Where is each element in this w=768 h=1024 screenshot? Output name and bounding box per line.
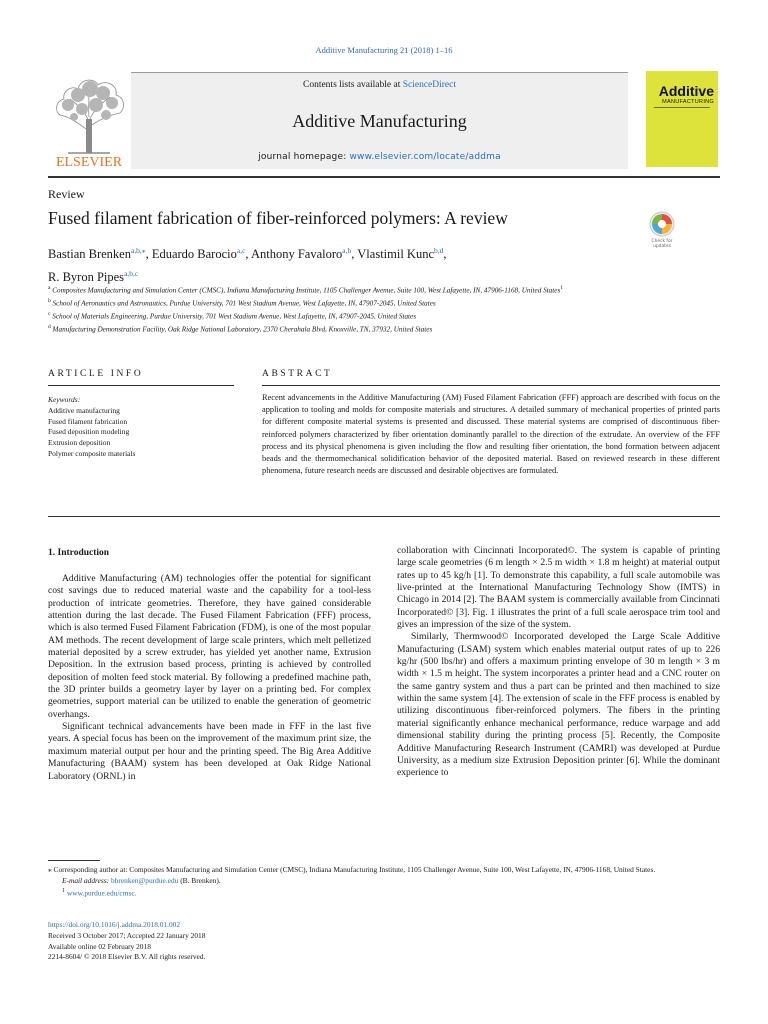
article-info-rule — [48, 385, 234, 386]
affiliation-item — [48, 296, 648, 309]
email-note — [48, 876, 720, 887]
affiliation-text: School of Aeronautics and Astronautics, Purdue University, 701 West Stadium Avenue, West Lafayette, IN, 47907-2045, United States — [52, 299, 436, 308]
author-name: Vlastimil Kunc — [357, 247, 435, 262]
journal-header — [48, 71, 720, 171]
author-affiliation-marks[interactable]: a,b — [342, 246, 352, 255]
keyword-item: Fused deposition modeling — [48, 427, 130, 437]
affiliation-text: Composites Manufacturing and Simulation Center (CMSC), Indiana Manufacturing Institute, 1105 Challenger Avenue, Suite 100, West Lafayette, IN, 47906-1168, United States — [52, 286, 561, 295]
author-list — [48, 241, 628, 287]
body-paragraph: Similarly, Thermwood© Incorporated developed the Large Scale Additive Manufacturing (LSAM) system which enables material output rates of up to 226 kg/hr (500 lbs/hr) and offers a maximum printing envelope of 30 m length × 3 m width × 1.5 m height. The system incorporates a printer head and a CNC router on the same gantry system and thus a part can be printed and then machined to size within the same system [4]. The extension of scale in the FFF process is enabled by utilizing discontinuous fiber-reinforced polymers. The fibers in the printing material significantly enhance mechanical performance, reduce warpage and add dimensional stability during the printing process [5]. Recently, the Composite Additive Manufacturing Research Instrument (CAMRI) was developed at Purdue University, as a medium size Extrusion Deposition printer [6]. While the dominant experience to — [397, 631, 720, 779]
elsevier-tree-icon — [48, 71, 130, 169]
online-date: Available online 02 February 2018 — [48, 941, 151, 951]
author[interactable] — [152, 247, 251, 261]
author[interactable] — [251, 247, 357, 261]
homepage-link[interactable]: www.elsevier.com/locate/addma — [349, 152, 501, 162]
contents-label: Contents lists available at — [302, 80, 403, 90]
author[interactable] — [357, 247, 446, 261]
publication-info — [48, 920, 448, 963]
elsevier-logo — [48, 71, 130, 169]
body-column-left — [48, 573, 371, 783]
body-paragraph: Additive Manufacturing (AM) technologies offer the potential for significant cost savings due to reduced material waste and the capability for a tool-less production of intricate geometries. Therefore, they have gained considerable attention during the last decade. The Fused Filament Fabrication (FFF) process, which is also termed Fused Filament Fabrication (FDM), is one of the most popular AM methods. The recent development of large scale printers, which melt pelletized material deposited by a screw extruder, has yielded yet another name, Extrusion Deposition. In the extrusion based process, printing is achieved by controlled deposition of molten feed stock material. By following a predefined machine path, the 3D printer builds a geometry layer by layer on a printing bed. For complex geometries, support material can be utilized to enable the generation of geometric overhangs. — [48, 573, 371, 720]
keyword-item: Fused filament fabrication — [48, 416, 128, 426]
footnotes — [48, 865, 720, 899]
journal-cover[interactable] — [646, 71, 718, 167]
abstract-text: Recent advancements in the Additive Manufacturing (AM) Fused Filament Fabrication (FFF) approach are described with focus on the application to tooling and molds for composite materials and structures. A detailed summary of mechanical properties of printed parts for different composite material systems is presented and discussed. These material systems are comprised of discontinuous fiber-reinforced polymers characterized by fiber orientation dominantly parallel to the direction of the extrudate. An overview of the FFF process and its physical phenomena is given including the flow and resulting fiber orientation, the bond formation between adjacent beads and the thermomechanical solidification behavior of the deposited material. Based on reviewed research in these different phenomena, future research needs are discussed and desirable objectives are formulated. — [262, 393, 720, 476]
keyword-item: Extrusion deposition — [48, 438, 111, 448]
cover-subtitle: MANUFACTURING — [662, 99, 714, 105]
homepage-line — [131, 152, 628, 162]
affiliation-key: c — [48, 310, 51, 317]
keyword-item: Additive manufacturing — [48, 405, 120, 415]
body-paragraph: Significant technical advancements have been made in FFF in the last five years. A special focus has been on the improvement of the maximum print size, the maximum material output per hour and the printing speed. The Big Area Additive Manufacturing (BAAM) system has been developed at Oak Ridge National Laboratory (ORNL) in — [48, 721, 371, 782]
copyright-line: 2214-8604/ © 2018 Elsevier B.V. All rights reserved. — [48, 952, 206, 962]
affiliation-key: b — [48, 297, 51, 304]
author-name: Eduardo Barocio — [151, 247, 237, 262]
author[interactable] — [48, 247, 152, 261]
article-type: Review — [48, 187, 85, 201]
author-name: Bastian Brenken — [48, 247, 131, 262]
author-affiliation-marks[interactable]: a,b,c — [124, 269, 139, 279]
footnote-marker: 1 — [62, 888, 66, 894]
affiliation-text: School of Materials Engineering, Purdue University, 701 West Stadium Avenue, West Lafayette, IN, 47907-2045, United States — [52, 312, 417, 321]
email-link[interactable]: bbrenken@purdue.edu — [111, 875, 179, 885]
footnote-url-link[interactable]: www.purdue.edu/cmsc. — [66, 888, 137, 898]
journal-title: Additive Manufacturing — [292, 111, 467, 131]
received-dates: Received 3 October 2017; Accepted 22 January 2018 — [48, 930, 206, 940]
author-affiliation-marks[interactable]: a,c — [236, 246, 246, 255]
abstract-bottom-rule — [48, 516, 720, 517]
email-suffix: (B. Brenken). — [178, 875, 221, 885]
affiliation-key: a — [48, 285, 51, 291]
contents-line — [131, 80, 628, 90]
svg-text:Check for: Check for — [651, 239, 673, 244]
header-rule — [48, 176, 720, 178]
keywords-block — [48, 395, 234, 460]
homepage-label: journal homepage: — [258, 152, 350, 162]
keywords-label: Keywords: — [48, 395, 81, 404]
body-column-right — [397, 545, 720, 780]
svg-text:updates: updates — [653, 244, 671, 249]
author-affiliation-marks[interactable]: a,b,⁎ — [130, 246, 146, 255]
affiliation-text: Manufacturing Demonstration Facility, Oak Ridge National Laboratory, 2370 Cherahala Blvd, Knoxville, TN, 37932, United States — [52, 325, 433, 334]
affiliation-item — [48, 322, 648, 335]
affiliation-item — [48, 309, 648, 322]
author-separator: , — [145, 247, 152, 262]
paper-title: Fused filament fabrication of fiber-reinforced polymers: A review — [48, 208, 508, 228]
affiliation-list — [48, 283, 648, 335]
sciencedirect-link[interactable]: ScienceDirect — [402, 80, 456, 90]
keyword-item: Polymer composite materials — [48, 448, 136, 458]
author-affiliation-marks[interactable]: b,d — [434, 246, 444, 255]
cover-stripe — [654, 107, 710, 108]
body-paragraph: collaboration with Cincinnati Incorporated©. The system is capable of printing large scale geometries (6 m length × 2.5 m width × 1.8 m height) at material output rates up to 45 kg/h [1]. To demonstrate this capability, a full scale automobile was live-printed at the International Manufacturing Technology Show (IMTS) in Chicago in 2014 [2]. The BAAM system is commercially available from Cincinnati Incorporated© [3]. Fig. 1 illustrates the print of a full scale aerospace trim tool and gives an impression of the size of the system. — [397, 545, 720, 631]
abstract-heading: ABSTRACT — [262, 369, 333, 379]
article-info-heading: ARTICLE INFO — [48, 369, 144, 379]
abstract-rule — [262, 385, 720, 386]
footnote-rule — [48, 860, 100, 861]
author-name: R. Byron Pipes — [48, 270, 125, 285]
footnote-1 — [48, 886, 720, 899]
affiliation-item — [48, 283, 648, 296]
doi-link[interactable]: https://doi.org/10.1016/j.addma.2018.01.002 — [48, 920, 181, 929]
author-name: Anthony Favaloro — [250, 247, 343, 262]
author-separator: , — [245, 247, 251, 262]
author-separator: , — [443, 247, 447, 262]
email-label: E-mail address: — [62, 875, 111, 885]
affiliation-footnote-mark: 1 — [560, 285, 563, 291]
section-heading-introduction: 1. Introduction — [48, 548, 110, 558]
cover-title: Additive — [658, 83, 714, 99]
affiliation-key: d — [48, 323, 51, 330]
masthead-panel — [131, 72, 628, 169]
author-separator: , — [351, 247, 358, 262]
crossmark-icon — [646, 211, 678, 249]
journal-reference[interactable]: Additive Manufacturing 21 (2018) 1–16 — [315, 45, 453, 55]
corresponding-author-note: ⁎ Corresponding author at: Composites Manufacturing and Simulation Center (CMSC), Indiana Manufacturing Institute, 1105 Challenger Avenue, Suite 100, West Lafayette, IN, 47906-1168, United States. — [48, 865, 656, 874]
crossmark-badge[interactable] — [646, 211, 678, 249]
elsevier-wordmark: ELSEVIER — [55, 155, 123, 169]
